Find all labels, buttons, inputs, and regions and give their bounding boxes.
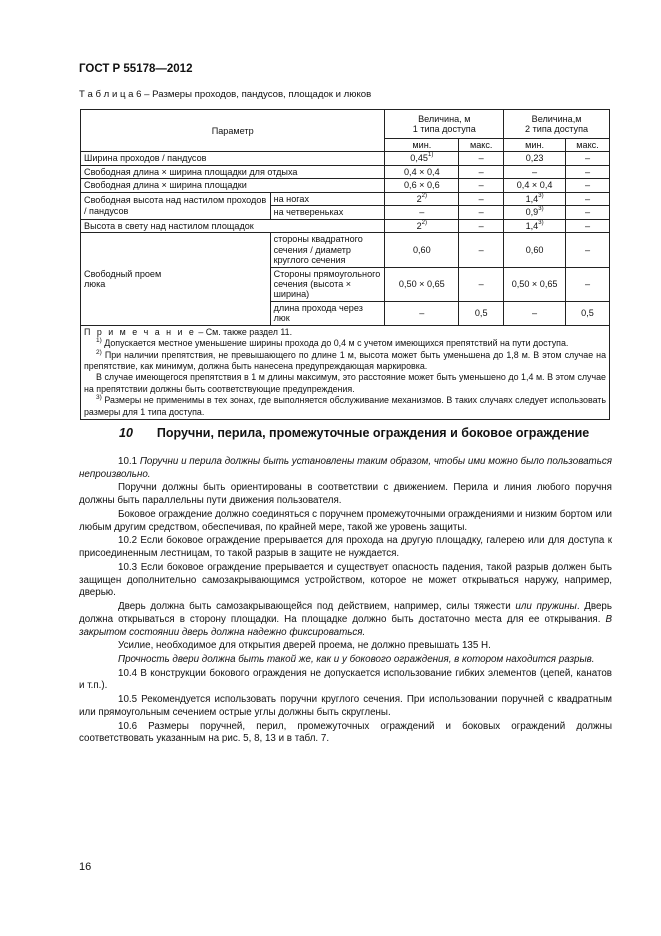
- cell-value: –: [566, 267, 610, 301]
- table-notes: [81, 325, 610, 419]
- row-label: Высота в свету над настилом площадок: [81, 219, 385, 232]
- cell-value: 0,23: [504, 152, 566, 165]
- text-run-italic: или пружины: [515, 601, 577, 613]
- cell-value: –: [459, 267, 504, 301]
- header-max: макс.: [459, 139, 504, 152]
- row-label: Свободная высота над настилом проходов / пандусов: [81, 192, 271, 219]
- cell-value: –: [566, 206, 610, 219]
- header-parameter: Параметр: [81, 110, 385, 152]
- table-header-row: [81, 110, 610, 139]
- note-title-rest: – См. также раздел 11.: [195, 326, 293, 337]
- section-number: 10: [119, 426, 133, 440]
- header-access-type-1: [385, 110, 504, 139]
- paragraph: 10.3 Если боковое ограждение прерывается и существует опасность падения, такой разрыв должен быть защищен дополнительно самозакрывающимся устройством, которое не может открываться наружу, например, дверью.: [79, 561, 612, 599]
- cell-value: 0,50 × 0,65: [504, 267, 566, 301]
- paragraph: Усилие, необходимое для открытия дверей проема, не должно превышать 135 Н.: [118, 640, 491, 652]
- value-text: 0,45: [410, 153, 428, 164]
- cell-value: 0,5: [566, 301, 610, 325]
- cell-value: –: [459, 233, 504, 267]
- cell-value: –: [504, 301, 566, 325]
- footnote-mark: 3): [538, 206, 544, 213]
- row-label-text: Свободный проем люка: [84, 268, 162, 289]
- cell-value: –: [459, 165, 504, 178]
- table-row: [81, 233, 610, 267]
- row-label: [81, 233, 271, 326]
- cell-value: [504, 219, 566, 232]
- cell-value: –: [385, 206, 459, 219]
- cell-value: –: [566, 179, 610, 192]
- cell-value: –: [459, 152, 504, 165]
- cell-value: [385, 152, 459, 165]
- footnote-mark: 3): [538, 219, 544, 226]
- header-min: мин.: [504, 139, 566, 152]
- footnote-mark: 1): [96, 337, 102, 345]
- footnote-text: Допускается местное уменьшение ширины прохода до 0,4 м с учетом имеющихся препятствий на пути доступа.: [104, 338, 569, 349]
- cell-value: [504, 206, 566, 219]
- cell-value: 0,60: [385, 233, 459, 267]
- text-run: Дверь должна быть самозакрывающейся под действием, например, силы тяжести: [118, 601, 516, 613]
- cell-value: –: [566, 165, 610, 178]
- clause-text: Поручни и перила должны быть установлены таким образом, чтобы ими можно было пользоваться непроизвольно.: [79, 456, 612, 480]
- value-text: 1,4: [525, 220, 539, 231]
- table-notes-row: [81, 325, 610, 419]
- footnote-text: При наличии препятствия, не превышающего по длине 1 м, высота может быть уменьшена до 1,8 м. В этом случае на препятствие, как минимум, должна быть нанесена предупреждающая маркировка.: [84, 349, 607, 371]
- page-number: 16: [79, 861, 92, 873]
- footnote-3: [84, 395, 606, 418]
- header-g2-line1: Величина,м: [531, 113, 582, 124]
- row-sublabel: длина прохода через люк: [270, 301, 385, 325]
- paragraph: 10.2 Если боковое ограждение прерывается для прохода на другую площадку, галерею или для доступа к присоединенным лестницам, то такой разрыв в защите не нуждается.: [79, 535, 612, 560]
- section-title: Поручни, перила, промежуточные ограждения и боковое ограждение: [156, 426, 590, 440]
- cell-value: –: [566, 233, 610, 267]
- cell-value: –: [504, 165, 566, 178]
- cell-value: 0,4 × 0,4: [504, 179, 566, 192]
- footnote-2: [84, 350, 606, 373]
- table-row: [81, 179, 610, 192]
- clause-number: 10.1: [118, 456, 140, 467]
- footnote-2-continuation: В случае имеющегося препятствия в 1 м длины максимум, это расстояние может быть уменьшено до 1,4 м. В этом случае на препятствии должны быть соответствующие предупреждения.: [84, 372, 606, 394]
- header-g2-line2: 2 типа доступа: [525, 124, 589, 134]
- note-title: П р и м е ч а н и е: [84, 326, 196, 337]
- cell-value: 0,50 × 0,65: [385, 267, 459, 301]
- document-code: ГОСТ Р 55178—2012: [79, 63, 193, 75]
- footnote-mark: 3): [96, 394, 102, 402]
- footnote-1: [84, 338, 606, 349]
- table-caption: Т а б л и ц а 6 – Размеры проходов, пандусов, площадок и люков: [79, 89, 372, 100]
- row-label: Ширина проходов / пандусов: [81, 152, 385, 165]
- value-text: 1,4: [525, 193, 539, 204]
- paragraph: [79, 601, 612, 639]
- paragraph: Поручни должны быть ориентированы в соответствии с движением. Перила и линия любого поручня должны быть параллельны пути движения пользователя.: [79, 482, 612, 507]
- footnote-text: Размеры не применимы в тех зонах, где выполняется обслуживание механизмов. В таких случаях следует использовать размеры для 1 типа доступа.: [84, 395, 606, 417]
- row-label: Свободная длина × ширина площадки: [81, 179, 385, 192]
- table-row: [81, 152, 610, 165]
- paragraph: 10.6 Размеры поручней, перил, промежуточных ограждений и боковых ограждений должны соответствовать указанным на рис. 5, 8, 13 и в табл. 7.: [79, 720, 612, 745]
- footnote-mark: 2): [96, 348, 102, 356]
- value-text: 0,9: [525, 207, 539, 218]
- section-body: [79, 456, 612, 747]
- text-run: . Дверь должна открываться в сторону площадки. На площадке должно быть достаточно места для ее открывания.: [79, 601, 612, 625]
- footnote-mark: 3): [538, 192, 544, 199]
- cell-value: 0,6 × 0,6: [385, 179, 459, 192]
- header-max: макс.: [566, 139, 610, 152]
- cell-value: –: [566, 152, 610, 165]
- table-row: [81, 219, 610, 232]
- header-access-type-2: [504, 110, 610, 139]
- row-sublabel: на четвереньках: [270, 206, 385, 219]
- section-heading: [79, 426, 619, 441]
- paragraph: 10.4 В конструкции бокового ограждения не допускается использование гибких элементов (цепей, канатов и т.п.).: [79, 667, 612, 692]
- note-title-line: [84, 327, 606, 338]
- cell-value: –: [459, 219, 504, 232]
- cell-value: [385, 219, 459, 232]
- cell-value: 0,5: [459, 301, 504, 325]
- footnote-mark: 2): [421, 192, 428, 199]
- row-sublabel: Стороны прямоугольного сечения (высота × ширина): [270, 267, 385, 301]
- paragraph: Боковое ограждение должно соединяться с поручнем промежуточными ограждениями и низким бортом или любым другим средством, обеспечивая, по крайней мере, такой же уровень защиты.: [79, 508, 612, 533]
- value-text: 2: [416, 193, 422, 204]
- row-sublabel: стороны квадратного сечения / диаметр круглого сечения: [270, 233, 385, 267]
- row-sublabel: на ногах: [270, 192, 385, 205]
- table-row: [81, 192, 610, 205]
- text-run-italic: В закрытом состоянии дверь должна надежно фиксироваться.: [79, 613, 612, 638]
- cell-value: –: [459, 192, 504, 205]
- paragraph: 10.5 Рекомендуется использовать поручни круглого сечения. При использовании поручней с квадратным или прямоугольным сечением острые углы должны быть скруглены.: [79, 694, 612, 718]
- value-text: 2: [416, 220, 422, 231]
- cell-value: –: [566, 219, 610, 232]
- header-min: мин.: [385, 139, 459, 152]
- cell-value: –: [459, 206, 504, 219]
- row-label: Свободная длина × ширина площадки для отдыха: [81, 165, 385, 178]
- paragraph: [79, 456, 612, 481]
- cell-value: –: [459, 179, 504, 192]
- cell-value: –: [566, 192, 610, 205]
- cell-value: [385, 192, 459, 205]
- cell-value: 0,4 × 0,4: [385, 165, 459, 178]
- cell-value: –: [385, 301, 459, 325]
- header-g1-line1: Величина, м: [418, 113, 471, 124]
- cell-value: 0,60: [504, 233, 566, 267]
- header-g1-line2: 1 типа доступа: [412, 124, 476, 134]
- footnote-mark: 1): [427, 152, 434, 159]
- dimensions-table: [80, 109, 610, 420]
- cell-value: [504, 192, 566, 205]
- table-row: [81, 165, 610, 178]
- footnote-mark: 2): [421, 219, 428, 226]
- paragraph: Прочность двери должна быть такой же, как и у бокового ограждения, в котором находится разрыв.: [118, 654, 595, 666]
